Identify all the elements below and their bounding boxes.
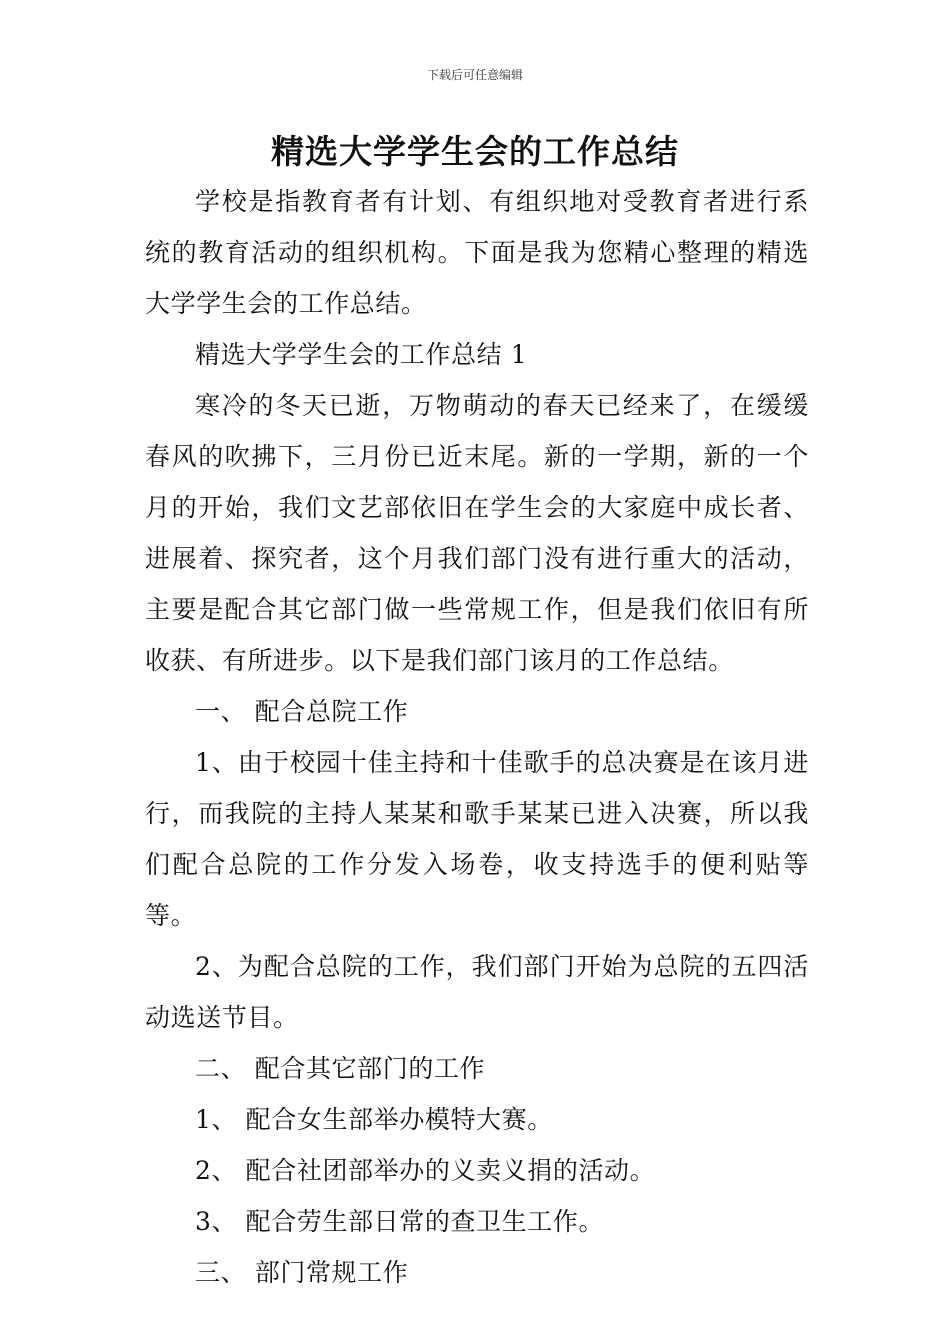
list-item: 2、 配合社团部举办的义卖义捐的活动。	[195, 1156, 656, 1185]
list-item: 1、 配合女生部举办模特大赛。	[195, 1105, 553, 1134]
section-heading-2: 二、 配合其它部门的工作	[195, 1054, 486, 1083]
document-body	[145, 176, 809, 1298]
page-header-note: 下载后可任意编辑	[426, 68, 523, 82]
section-heading-summary-1: 精选大学学生会的工作总结 1	[195, 340, 528, 369]
list-item: 2、为配合总院的工作，我们部门开始为总院的五四活动选送节目。	[145, 952, 809, 1032]
list-item: 1、由于校园十佳主持和十佳歌手的总决赛是在该月进行，而我院的主持人某某和歌手某某已进入决赛，所以我们配合总院的工作分发入场卷，收支持选手的便利贴等等。	[145, 748, 809, 930]
list-item: 3、 配合劳生部日常的查卫生工作。	[195, 1207, 605, 1236]
section-heading-3: 三、 部门常规工作	[195, 1258, 409, 1287]
document-title: 精选大学学生会的工作总结	[271, 132, 679, 171]
intro-paragraph: 学校是指教育者有计划、有组织地对受教育者进行系统的教育活动的组织机构。下面是我为您精心整理的精选大学学生会的工作总结。	[145, 187, 809, 318]
body-paragraph: 寒冷的冬天已逝，万物萌动的春天已经来了，在缓缓春风的吹拂下，三月份已近末尾。新的一学期，新的一个月的开始，我们文艺部依旧在学生会的大家庭中成长者、进展着、探究者，这个月我们部门没有进行重大的活动，主要是配合其它部门做一些常规工作，但是我们依旧有所收获、有所进步。以下是我们部门该月的工作总结。	[145, 391, 809, 675]
section-heading-1: 一、 配合总院工作	[195, 697, 409, 726]
